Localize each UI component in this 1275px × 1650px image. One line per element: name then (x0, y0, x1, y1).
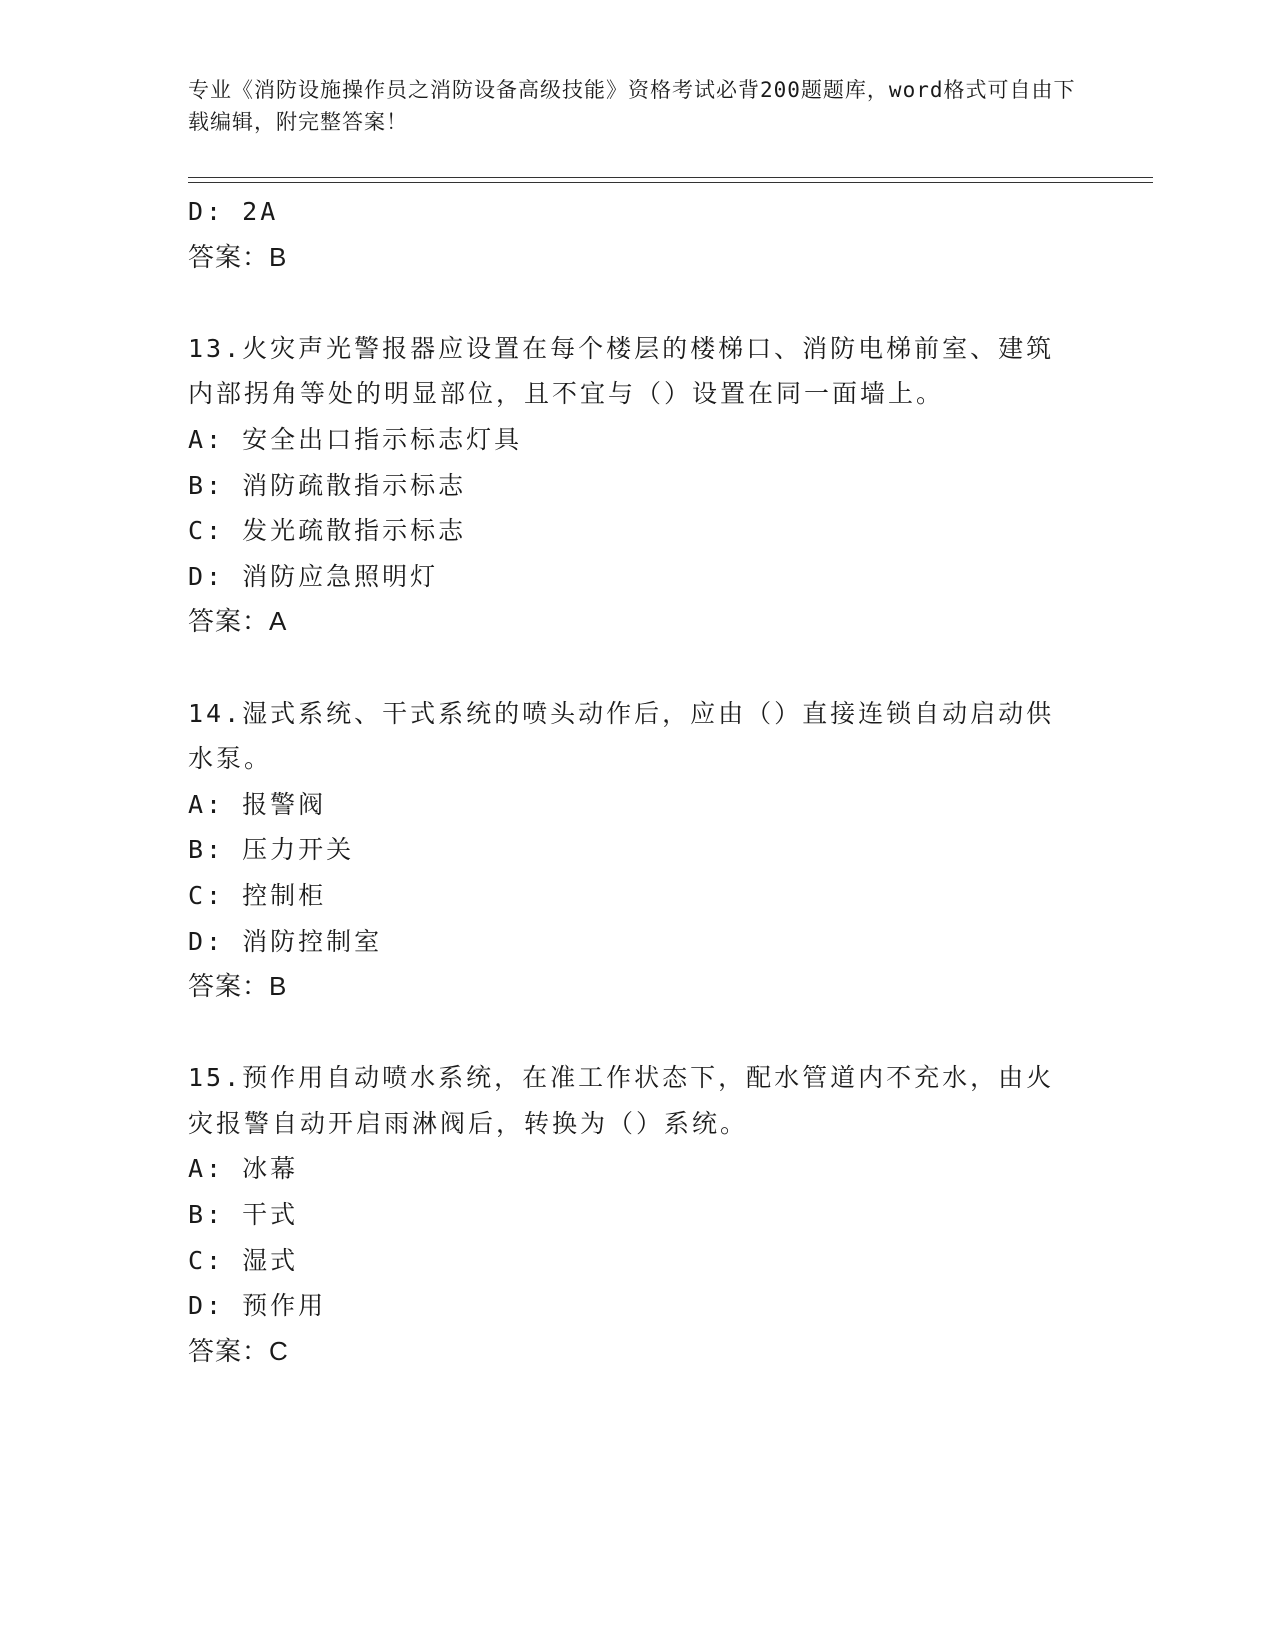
question-15-option-a: A: 冰幕 (188, 1154, 299, 1184)
question-15-answer: 答案：C (188, 1335, 289, 1366)
question-15-option-d: D: 预作用 (188, 1291, 327, 1321)
question-14-option-b: B: 压力开关 (188, 835, 355, 865)
question-14-option-d: D: 消防控制室 (188, 926, 383, 956)
question-15-option-b: B: 干式 (188, 1200, 299, 1230)
header-rule-top (188, 177, 1153, 178)
document-body (188, 189, 1078, 1374)
question-13-answer: 答案：A (188, 606, 288, 637)
question-13-option-d: D: 消防应急照明灯 (188, 561, 439, 591)
prev-answer: 答案：B (188, 241, 288, 272)
question-14-answer: 答案：B (188, 971, 288, 1002)
spacer (188, 1010, 1078, 1056)
question-14-option-a: A: 报警阀 (188, 789, 327, 819)
spacer (188, 280, 1078, 326)
question-13-option-c: C: 发光疏散指示标志 (188, 516, 467, 546)
question-13-option-a: A: 安全出口指示标志灯具 (188, 424, 523, 454)
question-13: 13.火灾声光警报器应设置在每个楼层的楼梯口、消防电梯前室、建筑内部拐角等处的明显部位，且不宜与（）设置在同一面墙上。 (188, 333, 1055, 409)
question-15: 15.预作用自动喷水系统，在准工作状态下，配水管道内不充水，由火灾报警自动开启雨淋阀后，转换为（）系统。 (188, 1063, 1055, 1138)
question-14: 14.湿式系统、干式系统的喷头动作后，应由（）直接连锁自动启动供水泵。 (188, 698, 1055, 774)
prev-option-d: D: 2A (188, 197, 279, 226)
question-14-option-c: C: 控制柜 (188, 880, 327, 910)
spacer (188, 645, 1078, 691)
header-rule-bottom (188, 182, 1153, 183)
question-15-option-c: C: 湿式 (188, 1245, 299, 1275)
question-13-option-b: B: 消防疏散指示标志 (188, 470, 467, 500)
document-header: 专业《消防设施操作员之消防设备高级技能》资格考试必背200题题库，word格式可自由下载编辑，附完整答案！ (188, 78, 1076, 134)
